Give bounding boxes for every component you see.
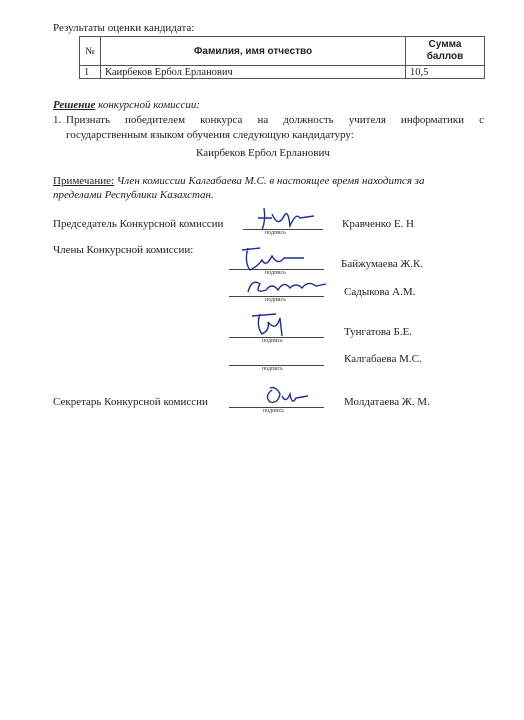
note-label: Примечание: bbox=[53, 175, 115, 187]
chair-caption: подпись bbox=[265, 230, 286, 236]
col-name-header: Фамилия, имя отчество bbox=[101, 37, 406, 66]
chair-label: Председатель Конкурсной комиссии bbox=[53, 218, 224, 230]
row-name: Каирбеков Ербол Ерланович bbox=[101, 66, 406, 79]
note-line1 bbox=[53, 175, 424, 188]
secretary-caption: подпись bbox=[263, 408, 284, 414]
member4-caption: подпись bbox=[262, 366, 283, 372]
member1-signature bbox=[238, 242, 308, 274]
table-header-row bbox=[80, 37, 485, 66]
decision-item-num: 1. bbox=[53, 114, 62, 126]
member3-signature bbox=[246, 308, 296, 338]
row-num: 1 bbox=[80, 66, 101, 79]
chair-name: Кравченко Е. Н bbox=[342, 218, 414, 230]
member3-caption: подпись bbox=[262, 338, 283, 344]
decision-heading bbox=[53, 99, 200, 112]
secretary-name: Молдатаева Ж. М. bbox=[344, 396, 430, 408]
results-heading: Результаты оценки кандидата: bbox=[53, 22, 195, 34]
member1-caption: подпись bbox=[265, 270, 286, 276]
decision-item-line2: государственным языком обучения следующую кандидатуру: bbox=[66, 129, 354, 141]
member2-signature bbox=[244, 274, 328, 300]
decision-item-line1: Признать победителем конкурса на должность учителя информатики с bbox=[66, 114, 484, 126]
col-score-header: Сумма баллов bbox=[406, 37, 485, 66]
member2-caption: подпись bbox=[265, 297, 286, 303]
decision-candidate: Каирбеков Ербол Ерланович bbox=[196, 147, 330, 159]
note-text1: Член комиссии Калгабаева М.С. в настоящее время находится за bbox=[114, 175, 425, 187]
results-table bbox=[79, 36, 485, 79]
member3-name: Тунгатова Б.Е. bbox=[344, 326, 413, 338]
member1-name: Байжумаева Ж.К. bbox=[341, 258, 424, 270]
decision-rest: конкурсной комиссии: bbox=[95, 99, 201, 111]
note-line2: пределами Республики Казахстан. bbox=[53, 189, 214, 201]
member2-name: Садыкова А.М. bbox=[344, 286, 416, 298]
col-num-header: № bbox=[80, 37, 101, 66]
decision-label: Решение bbox=[53, 99, 96, 111]
secretary-label: Секретарь Конкурсной комиссии bbox=[53, 396, 208, 408]
row-score: 10,5 bbox=[406, 66, 485, 79]
member4-name: Калгабаева М.С. bbox=[344, 353, 422, 365]
chair-signature bbox=[252, 204, 322, 234]
members-label: Члены Конкурсной комиссии: bbox=[53, 244, 194, 256]
table-row bbox=[80, 66, 485, 79]
secretary-signature bbox=[262, 382, 312, 410]
